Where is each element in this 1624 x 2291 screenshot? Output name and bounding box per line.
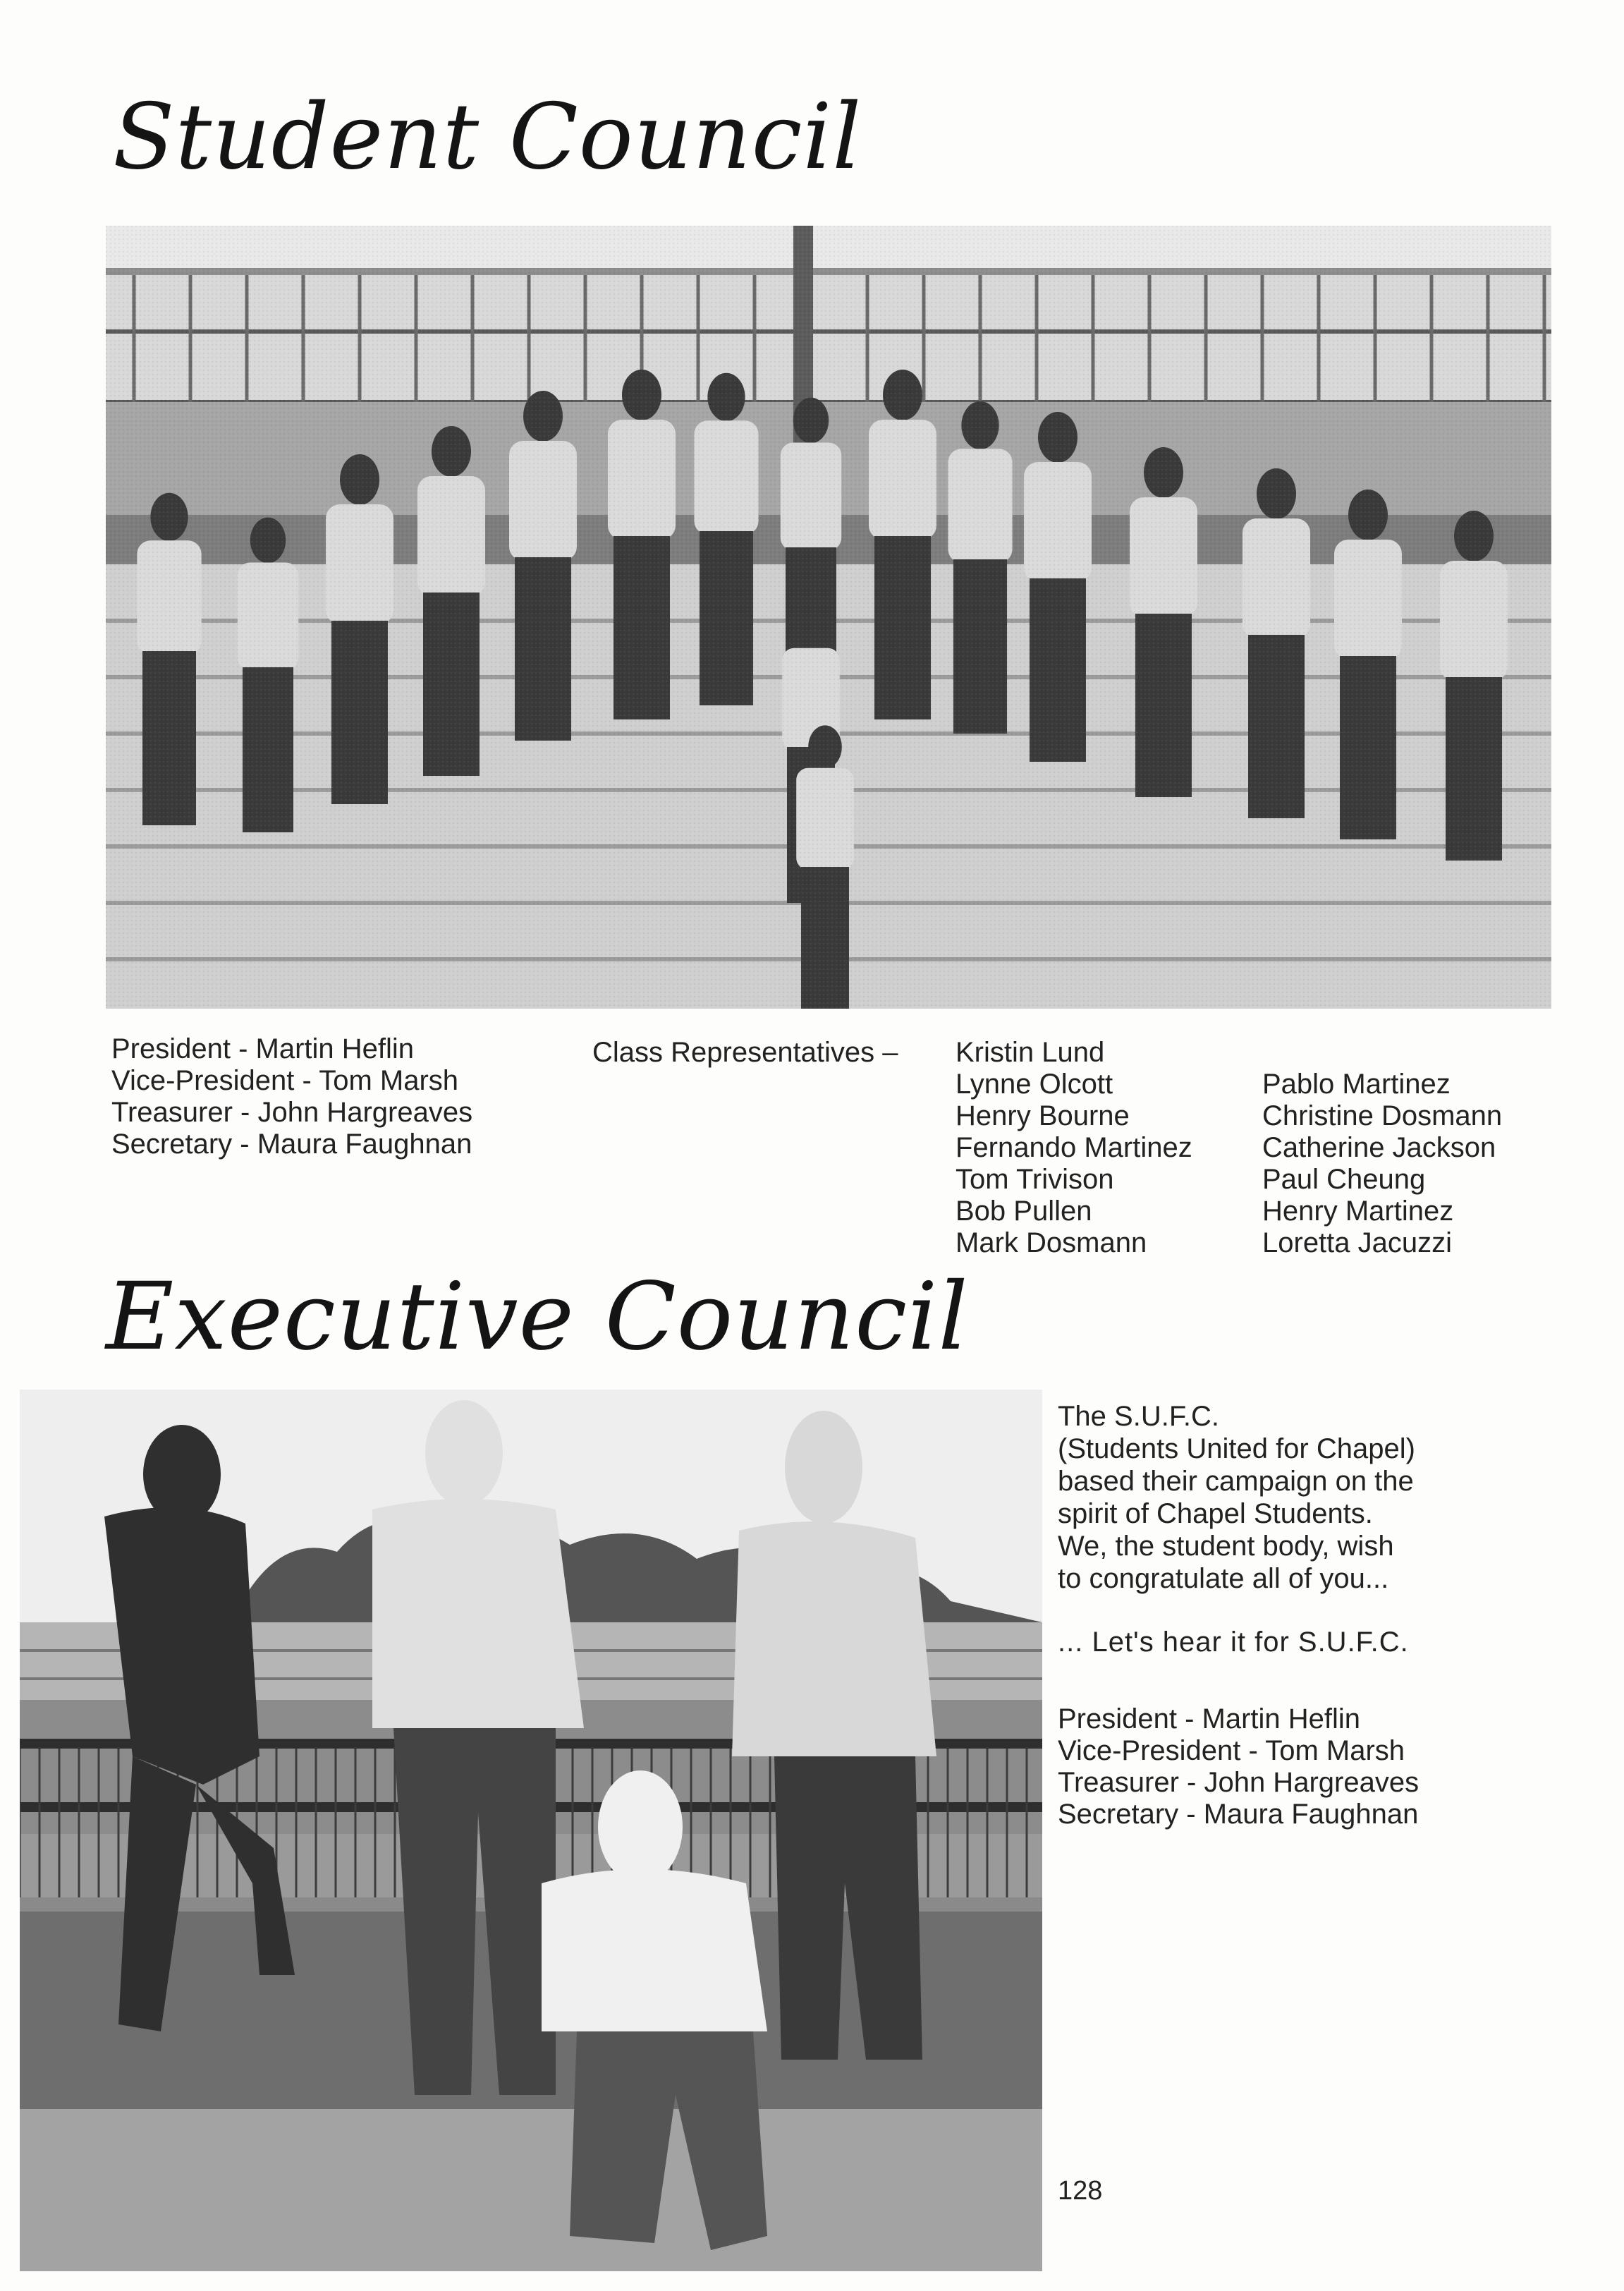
officer-name: Tom Marsh	[1265, 1735, 1405, 1766]
officer-name: Martin Heflin	[1202, 1703, 1361, 1734]
officer-row: Treasurer - John Hargreaves	[111, 1097, 473, 1128]
representative-name: Pablo Martinez	[1262, 1069, 1451, 1100]
student-council-group-photo	[106, 226, 1551, 1009]
officer-name: Maura Faughnan	[1203, 1799, 1419, 1830]
officer-role: President	[1058, 1703, 1177, 1734]
officer-role: Secretary	[1058, 1799, 1179, 1830]
representative-name: Catherine Jackson	[1262, 1132, 1496, 1163]
representative-name: Kristin Lund	[956, 1037, 1105, 1068]
representative-name: Henry Bourne	[956, 1100, 1130, 1131]
officer-role: Secretary	[111, 1129, 233, 1160]
sufc-line: to congratulate all of you...	[1058, 1563, 1389, 1594]
sufc-line: The S.U.F.C.	[1058, 1401, 1219, 1432]
executive-council-officers	[1058, 1703, 1419, 1830]
class-representatives-list-2	[1262, 1069, 1502, 1259]
officer-row: President - Martin Heflin	[1058, 1703, 1361, 1734]
representative-name: Paul Cheung	[1262, 1164, 1426, 1195]
officer-role: Vice-President	[111, 1065, 295, 1096]
officer-name: Maura Faughnan	[257, 1129, 472, 1160]
sufc-closing-line: ... Let's hear it for S.U.F.C.	[1058, 1627, 1409, 1658]
student-council-title: Student Council	[113, 85, 862, 190]
representative-name: Lynne Olcott	[956, 1069, 1113, 1100]
officer-name: Martin Heflin	[255, 1033, 415, 1064]
class-representatives-label: Class Representatives –	[592, 1037, 898, 1068]
officer-name: John Hargreaves	[257, 1097, 473, 1128]
representative-name: Tom Trivison	[956, 1164, 1114, 1195]
class-representatives-list-1	[956, 1037, 1192, 1259]
student-council-photo-illustration	[106, 226, 1551, 1009]
officer-role: Treasurer	[111, 1097, 233, 1128]
representative-name: Fernando Martinez	[956, 1132, 1192, 1163]
officer-row: Secretary - Maura Faughnan	[111, 1129, 472, 1160]
officer-row: Secretary - Maura Faughnan	[1058, 1799, 1419, 1830]
executive-council-photo-illustration	[20, 1390, 1042, 2271]
page-number: 128	[1058, 2176, 1103, 2206]
executive-council-group-photo	[20, 1390, 1042, 2271]
officer-row: Vice-President - Tom Marsh	[1058, 1735, 1405, 1766]
officer-role: President	[111, 1033, 231, 1064]
sufc-line: based their campaign on the	[1058, 1466, 1414, 1497]
sufc-description	[1058, 1400, 1509, 1595]
officer-name: John Hargreaves	[1204, 1767, 1420, 1798]
officer-role: Treasurer	[1058, 1767, 1179, 1798]
sufc-line: We, the student body, wish	[1058, 1531, 1394, 1562]
officer-name: Tom Marsh	[319, 1065, 459, 1096]
officer-row: Vice-President - Tom Marsh	[111, 1065, 459, 1096]
representative-name: Henry Martinez	[1262, 1196, 1454, 1227]
sufc-line: (Students United for Chapel)	[1058, 1433, 1415, 1464]
representative-name: Christine Dosmann	[1262, 1100, 1503, 1131]
representative-name: Mark Dosmann	[956, 1227, 1147, 1258]
representative-name: Loretta Jacuzzi	[1262, 1227, 1453, 1258]
executive-council-title: Executive Council	[106, 1263, 969, 1371]
officer-role: Vice-President	[1058, 1735, 1241, 1766]
representative-name: Bob Pullen	[956, 1196, 1092, 1227]
sufc-line: spirit of Chapel Students.	[1058, 1498, 1373, 1529]
student-council-officers	[111, 1033, 472, 1160]
officer-row: President - Martin Heflin	[111, 1033, 415, 1064]
officer-row: Treasurer - John Hargreaves	[1058, 1767, 1420, 1798]
